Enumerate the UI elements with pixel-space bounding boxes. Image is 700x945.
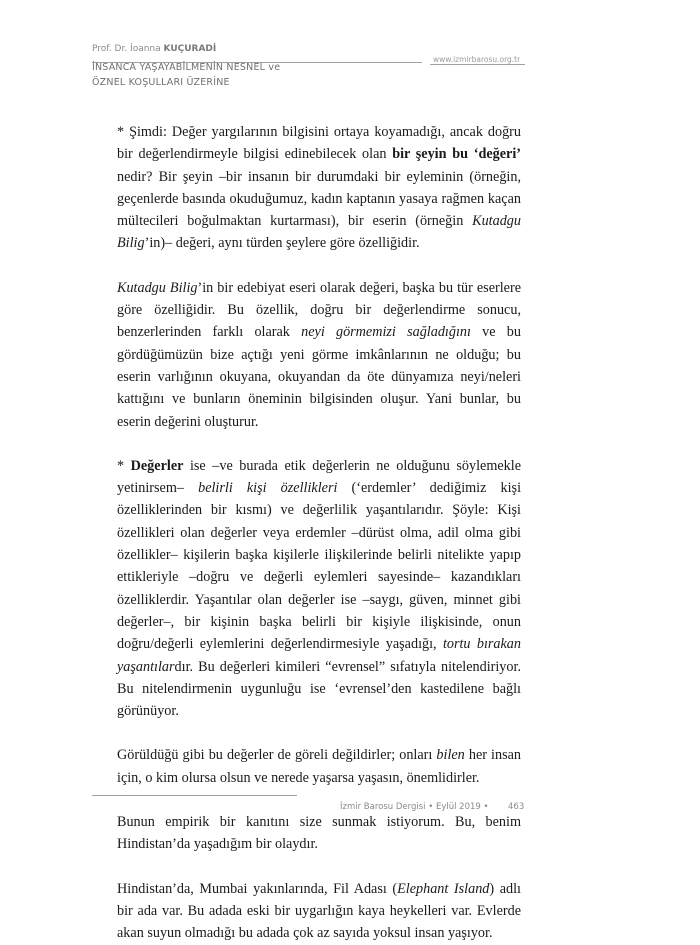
paragraph-4 xyxy=(117,744,521,789)
header-url[interactable]: www.izmirbarosu.org.tr xyxy=(433,55,521,64)
p1-bold: bir şeyin bu ‘değeri’ xyxy=(392,146,521,163)
p6-text-a: Hindistan’da, Mumbai yakınlarında, Fil Adası ( xyxy=(117,880,398,897)
p5-text: Bunun empirik bir kanıtını size sunmak istiyorum. Bu, benim Hindistan’da yaşadığım bir olaydır. xyxy=(117,814,521,853)
running-header-title xyxy=(92,60,280,90)
p3-italic-d: belirli kişi özellikleri xyxy=(198,480,338,497)
p3-text-a: * xyxy=(117,457,131,474)
paragraph-6 xyxy=(117,878,521,945)
p3-italic-f: tortu bırakan yaşantılar xyxy=(117,636,521,675)
paragraph-5 xyxy=(117,811,521,856)
p2-italic-title: Kutadgu Bilig xyxy=(117,279,198,296)
p6-italic: Elephant Island xyxy=(397,880,490,897)
running-header-author xyxy=(92,44,216,54)
author-surname: KUÇURADİ xyxy=(163,44,217,54)
header-divider-right xyxy=(430,64,525,65)
p1-text-a: * Şimdi: Değer yargılarının bilgisini ortaya koyamadığı, ancak doğru bir değerlendirmeyle bilgisi edinebilecek olan xyxy=(117,124,521,163)
paragraph-1 xyxy=(117,121,521,255)
p1-text-e: ’in)– değeri, aynı türden şeylere göre özelliğidir. xyxy=(144,235,420,252)
p4-text-c: her insan için, o kim olursa olsun ve nerede yaşarsa yaşasın, önemlidirler. xyxy=(117,747,521,786)
p3-text-c: ise –ve burada etik değerlerin ne olduğunu söylemekle yetinirsem– xyxy=(117,457,521,497)
p2-text-b: ’in bir edebiyat eseri olarak değeri, başka bu tür eserlere göre özelliğidir. Bu özellik, doğru bir değerlendirme sonucu, benzerlerinden farklı olarak xyxy=(117,279,521,341)
p6-text-c: ) adlı bir ada var. Bu adada eski bir uygarlığın kaya heykelleri var. Evlerde akan suyun olmadığı bu adada çok az sayıda yoksul insan yaşıyor. xyxy=(117,880,521,942)
footer-journal: İzmir Barosu Dergisi • Eylül 2019 • xyxy=(340,802,489,812)
p4-italic: bilen xyxy=(436,747,465,764)
footer-divider xyxy=(92,795,297,796)
p3-text-g: dır. Bu değerleri kimileri “evrensel” sıfatıyla nitelendiriyor. Bu nitelendirmenin uygunluğu ise ‘evrensel’den kastedilene bağlı görünüyor. xyxy=(117,658,521,720)
p1-text-c: nedir? Bir şeyin –bir insanın bir durumdaki bir eyleminin (örneğin, geçenlerde basında okuduğumuz, kadın kaptanın yasaya rağmen kaçan mültecileri boğulmaktan kurtarması), bir eserin (örneğin xyxy=(117,168,521,230)
p2-text-d: ve bu gördüğümüzün bize açtığı yeni görme imkânlarının ne olduğu; bu eserin varlığının okuyana, okuyandan da öte dünyamıza neyi/neleri kattığını ve bunların öneminin bilgisinden oluşur. Yani bunlar, bu eserin değerini oluşturur. xyxy=(117,324,521,430)
article-body xyxy=(117,121,521,945)
header-title-line-1: İNSANCA YAŞAYABİLMENİN NESNEL ve xyxy=(92,62,281,73)
p3-bold: Değerler xyxy=(130,457,184,474)
header-title-line-2: ÖZNEL KOŞULLARI ÜZERİNE xyxy=(92,77,230,88)
author-prefix: Prof. Dr. İoanna xyxy=(92,44,164,54)
p1-italic: Kutadgu Bilig xyxy=(117,213,521,252)
page-number: 463 xyxy=(508,802,525,812)
p2-italic: neyi görmemizi sağladığını xyxy=(301,324,471,341)
paragraph-3 xyxy=(117,455,521,723)
paragraph-2 xyxy=(117,277,521,433)
p4-text-a: Görüldüğü gibi bu değerler de göreli değildirler; onları xyxy=(117,747,437,764)
p3-text-e: (‘erdemler’ dediğimiz kişi özelliklerinden bir kısmı) ve değerlilik yaşantılarıdır. Şöyle: Kişi özellikleri olan değerler veya erdemler –dürüst olma, adil olma gibi özellikler– kişilerin başka kişilerle ilişkilerinde belirli nitelikte yapıp ettikleriyle –doğru ve değerli eylemleri sayesinde– kazandıkları özelliklerdir. Yaşantılar olan değerler ise –saygı, güven, minnet gibi değerler–, bir kişinin başka belirli bir kişiyle ilişkisinde, onun doğru/değerli eylemlerini değerlendirmesiyle yaşadığı, xyxy=(117,480,522,653)
